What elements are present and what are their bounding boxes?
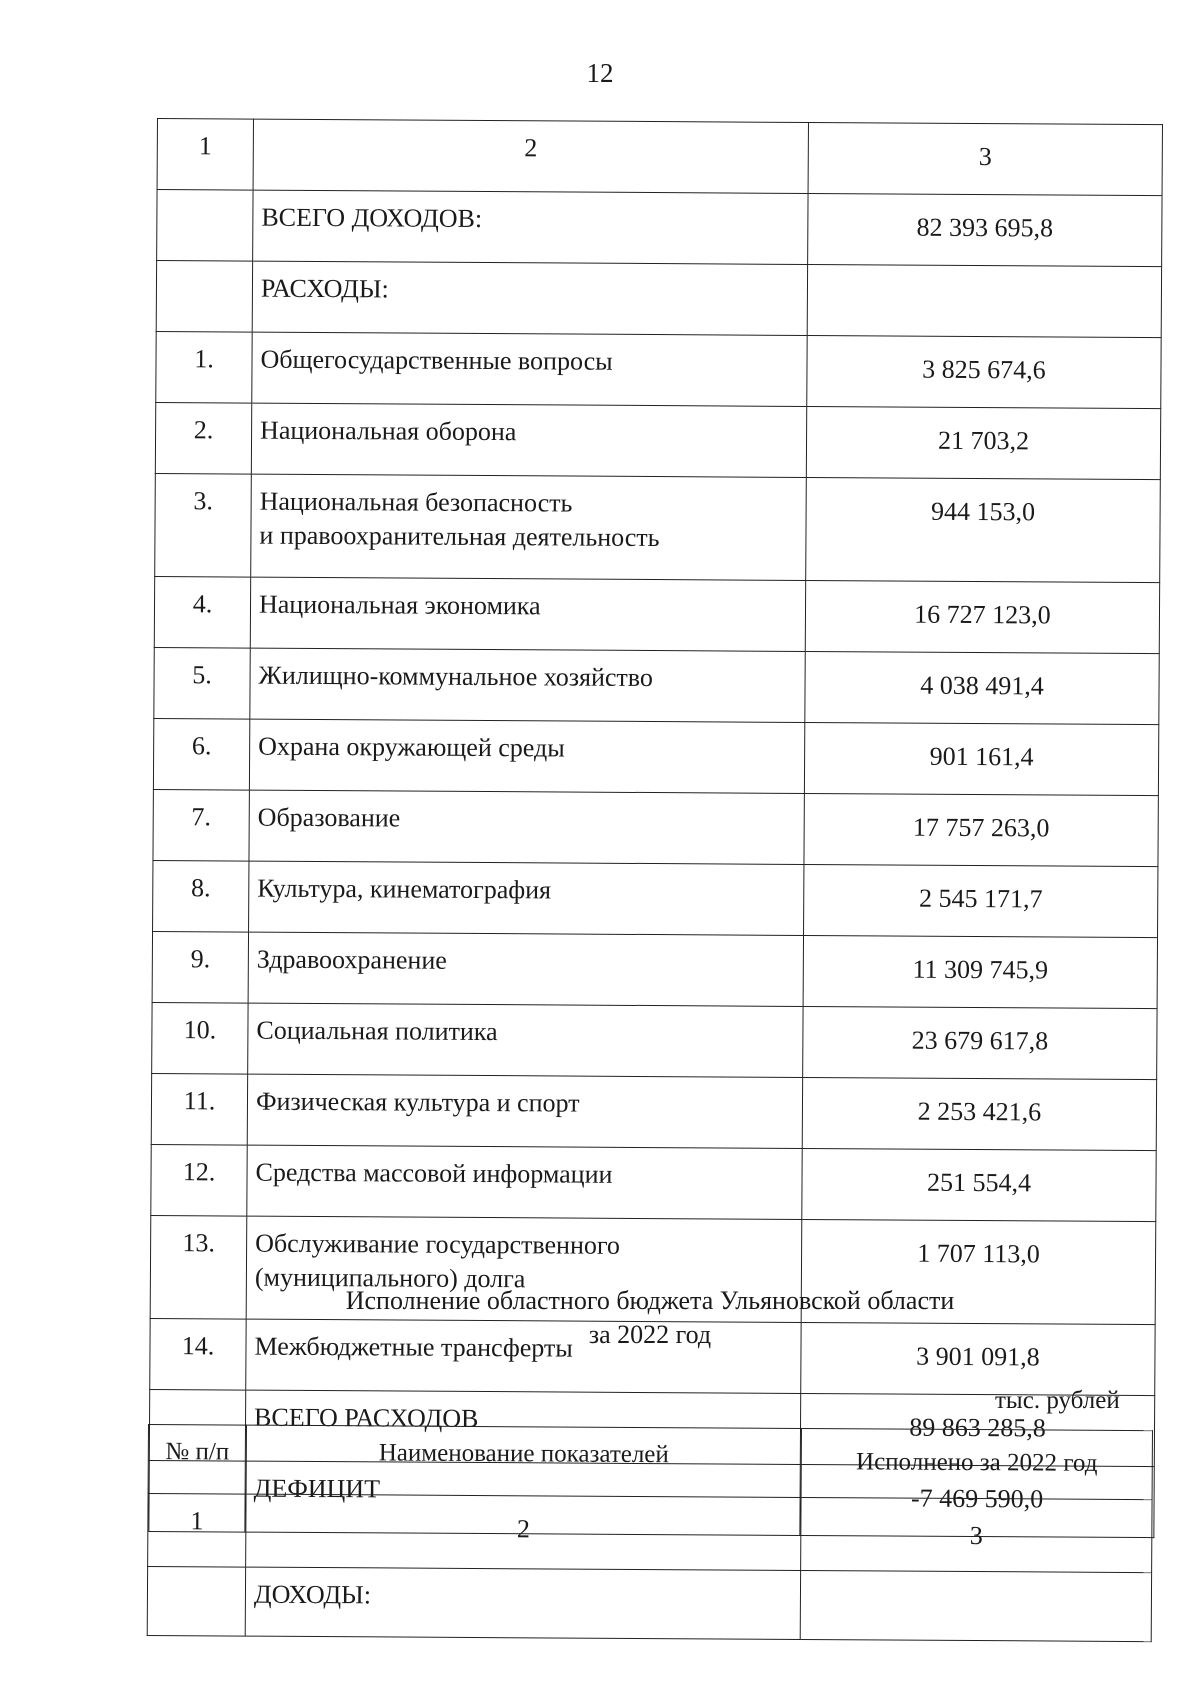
execution-table [147,1424,1153,1642]
table-row [147,1567,1151,1642]
row-name-line: (муниципального) долга [254,1262,526,1294]
row-number: 14. [150,1318,246,1390]
table-row [152,931,1157,1008]
column-number: 2 [253,119,808,193]
row-value [807,264,1161,337]
column-number-row [157,119,1162,196]
column-number: 1 [148,1494,246,1568]
row-name: Культура, кинематография [249,861,804,935]
row-name-line: и правоохранительная деятельность [259,520,660,553]
row-number [157,190,253,262]
row-value: 251 554,4 [802,1148,1156,1221]
table-row [157,190,1162,267]
header-row [148,1425,1152,1500]
table-row [156,331,1161,408]
row-number: 6. [153,718,249,790]
row-number [156,261,252,333]
row-name: Охрана окружающей среды [249,719,804,793]
row-number [147,1567,245,1637]
table-row [154,647,1159,724]
row-value: 3 901 091,8 [801,1322,1155,1395]
row-value [800,1570,1151,1641]
column-header: Исполнено за 2022 год [801,1428,1152,1499]
row-name: Жилищно-коммунальное хозяйство [250,648,805,722]
row-number: 4. [154,576,250,648]
row-value: 901 161,4 [804,722,1158,795]
row-value: 2 253 421,6 [802,1077,1156,1150]
section-title-line: за 2022 год [588,1320,712,1349]
row-number: 1. [156,331,252,403]
column-header: № п/п [148,1425,246,1495]
row-name: Национальная оборона [251,403,806,477]
row-number: 8. [153,860,249,932]
row-name: Социальная политика [248,1003,803,1077]
table-row [152,1002,1157,1079]
row-number: 12. [151,1144,247,1216]
column-number-row [148,1494,1152,1573]
column-number: 1 [157,119,253,191]
table-row [151,1144,1156,1221]
row-name: ДЕФИЦИТ [245,1461,800,1535]
row-number: 9. [152,931,248,1003]
section-title-line: Исполнение областного бюджета Ульяновской области [345,1286,955,1315]
row-value: 2 545 171,7 [804,864,1158,937]
row-name: Межбюджетные трансферты [246,1319,801,1393]
row-number: 10. [152,1002,248,1074]
row-name: ВСЕГО ДОХОДОВ: [253,190,808,264]
row-value: 16 727 123,0 [805,580,1159,653]
table-row [151,1073,1156,1150]
row-value: 23 679 617,8 [803,1006,1157,1079]
row-value: 89 863 285,8 [800,1393,1154,1466]
row-name [251,474,807,580]
row-name: ВСЕГО РАСХОДОВ [245,1390,800,1464]
row-name: ДОХОДЫ: [245,1567,800,1639]
row-number: 3. [155,473,252,577]
row-name: Национальная экономика [250,577,805,651]
row-name: Общегосударственные вопросы [252,332,807,406]
row-name: Средства массовой информации [247,1145,802,1219]
row-name: Образование [249,790,804,864]
column-number: 3 [801,1497,1152,1572]
section-title [0,1284,1200,1352]
row-value: 4 038 491,4 [805,651,1159,724]
table-row [156,261,1161,338]
row-name-line: Национальная безопасность [259,486,573,518]
row-value: 3 825 674,6 [807,335,1161,408]
row-name: РАСХОДЫ: [252,261,807,335]
row-value: -7 469 590,0 [800,1464,1154,1537]
column-header: Наименование показателей [246,1425,801,1497]
row-value: 82 393 695,8 [808,193,1162,266]
row-name: Здравоохранение [248,932,803,1006]
row-value: 11 309 745,9 [803,935,1157,1008]
row-value: 944 153,0 [806,477,1161,582]
units-label: тыс. рублей [995,1387,1120,1414]
table-row [153,860,1158,937]
table-row [154,576,1159,653]
row-name-line: Обслуживание государственного [255,1228,621,1260]
row-number: 13. [150,1215,247,1319]
table-row [155,402,1160,479]
row-number: 7. [153,789,249,861]
row-value: 17 757 263,0 [804,793,1158,866]
row-number: 2. [155,402,251,474]
row-name: Физическая культура и спорт [247,1074,802,1148]
row-value: 1 707 113,0 [801,1219,1156,1324]
column-number: 3 [808,122,1162,195]
table-row [155,473,1161,582]
row-number: 11. [151,1073,247,1145]
table-row [153,789,1158,866]
page-number: 12 [586,58,614,88]
table-row [153,718,1158,795]
row-number: 5. [154,647,250,719]
row-value: 21 703,2 [806,406,1160,479]
column-number: 2 [246,1494,801,1570]
